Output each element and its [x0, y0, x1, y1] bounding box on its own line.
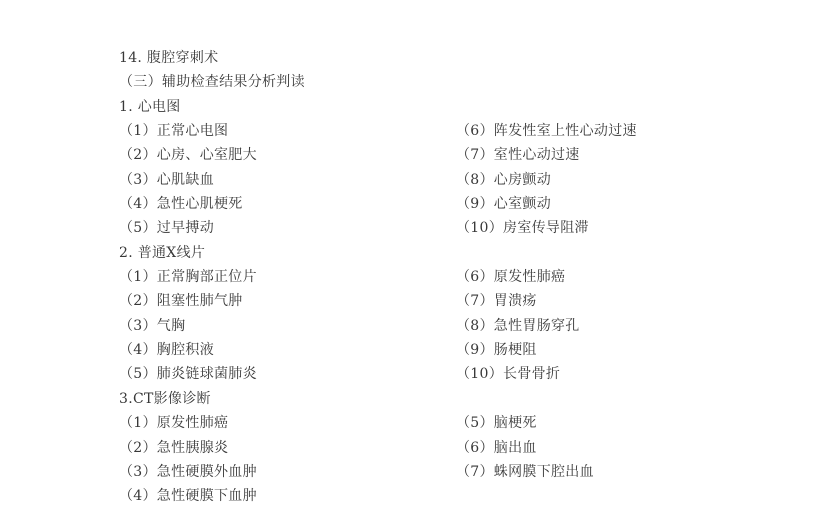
list-row [0, 338, 837, 362]
list-row [0, 460, 837, 484]
item-right: （6）原发性肺癌 [456, 269, 566, 286]
item-right: （7）蛛网膜下腔出血 [456, 463, 594, 480]
list-row [0, 289, 837, 313]
item-left: （3）气胸 [119, 317, 186, 334]
list-row [0, 314, 837, 338]
item-left: （4）急性硬膜下血肿 [119, 488, 257, 505]
list-row [0, 70, 837, 94]
list-row [0, 216, 837, 240]
item-right: （8）急性胃肠穿孔 [456, 317, 580, 334]
item-right: （6）脑出血 [456, 439, 537, 456]
list-row [0, 95, 837, 119]
list-row [0, 362, 837, 386]
item-left: （1）正常胸部正位片 [119, 269, 257, 286]
item-left: （4）急性心肌梗死 [119, 196, 243, 213]
list-row [0, 168, 837, 192]
list-row [0, 387, 837, 411]
list-row [0, 436, 837, 460]
item-right: （10）房室传导阻滞 [456, 220, 589, 237]
preamble-line: 14. 腹腔穿刺术 [119, 50, 219, 66]
list-row [0, 241, 837, 265]
item-left: （4）胸腔积液 [119, 342, 215, 359]
item-right: （7）胃溃疡 [456, 293, 537, 310]
item-left: （5）过早搏动 [119, 220, 215, 237]
item-right: （9）肠梗阻 [456, 342, 537, 359]
item-left: （2）急性胰腺炎 [119, 439, 229, 456]
item-left: （1）正常心电图 [119, 123, 229, 140]
section-heading: 1. 心电图 [119, 98, 181, 115]
item-left: （1）原发性肺癌 [119, 415, 229, 432]
item-right: （7）室性心动过速 [456, 147, 580, 164]
item-left: （3）心肌缺血 [119, 171, 215, 188]
list-row [0, 119, 837, 143]
list-row [0, 192, 837, 216]
preamble-line: （三）辅助检查结果分析判读 [119, 74, 305, 91]
item-left: （3）急性硬膜外血肿 [119, 463, 257, 480]
item-right: （10）长骨骨折 [456, 366, 561, 383]
section-heading: 2. 普通X线片 [119, 244, 206, 261]
item-right: （5）脑梗死 [456, 415, 537, 432]
item-right: （9）心室颤动 [456, 196, 552, 213]
item-left: （5）肺炎链球菌肺炎 [119, 366, 257, 383]
list-row [0, 265, 837, 289]
item-right: （8）心房颤动 [456, 171, 552, 188]
list-row [0, 411, 837, 435]
list-row [0, 484, 837, 508]
item-right: （6）阵发性室上性心动过速 [456, 123, 637, 140]
item-left: （2）心房、心室肥大 [119, 147, 257, 164]
list-row [0, 46, 837, 70]
section-heading: 3.CT影像诊断 [119, 390, 211, 407]
item-left: （2）阻塞性肺气肿 [119, 293, 243, 310]
list-row [0, 143, 837, 167]
